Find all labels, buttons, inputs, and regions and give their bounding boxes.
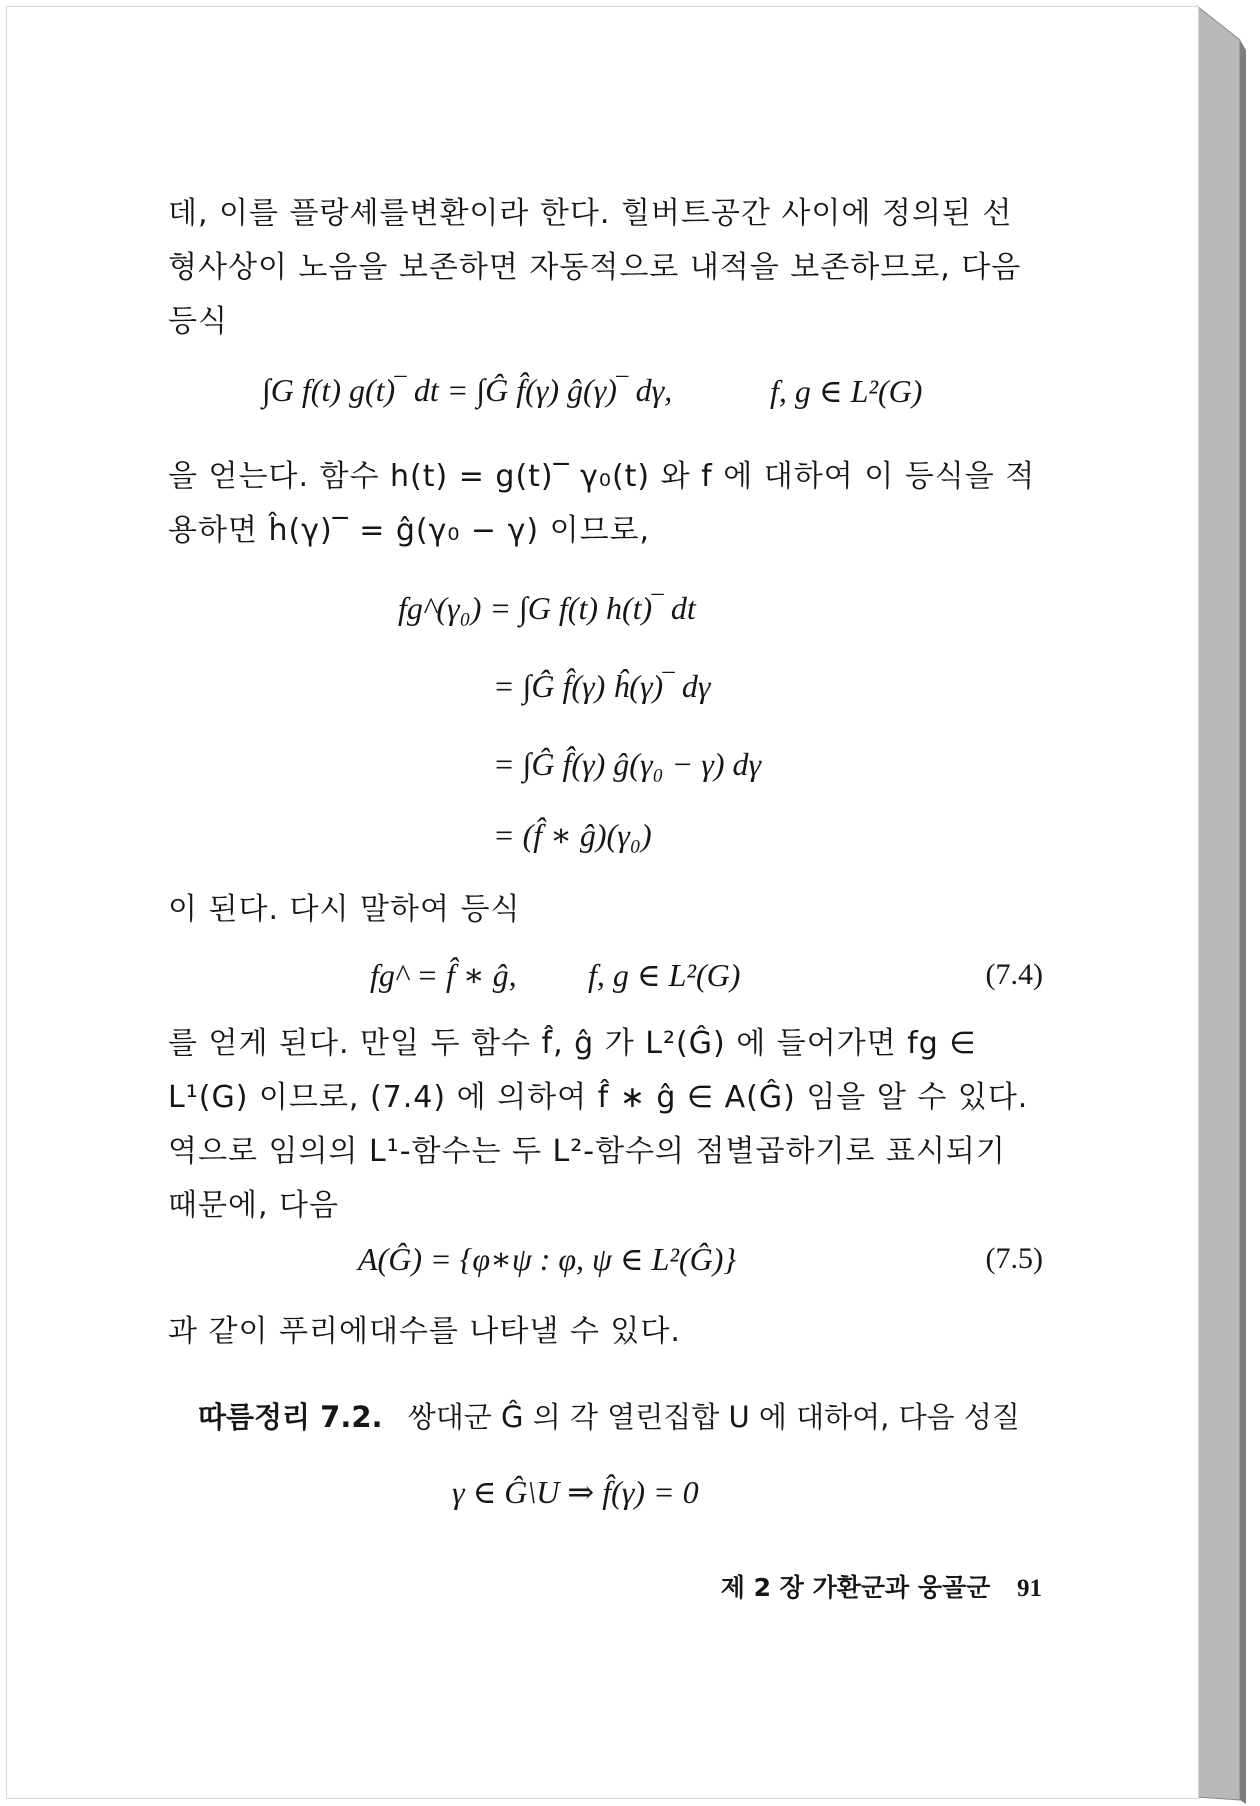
- text-line: L¹(G) 이므로, (7.4) 에 의하여 f̂ ∗ ĝ ∈ A(Ĝ) 임을 알 수 있다.: [168, 1080, 1029, 1115]
- corollary-text: 쌍대군 Ĝ 의 각 열린집합 U 에 대하여, 다음 성질: [407, 1400, 1020, 1434]
- equation-derivation-line: fg^(γ₀) = ∫G f(t) h(t)‾ dt: [398, 590, 696, 626]
- equation-7-5: A(Ĝ) = {φ∗ψ : φ, ψ ∈ L²(Ĝ)}: [358, 1241, 737, 1277]
- corollary-7-2: [198, 1395, 1048, 1436]
- text-line: 용하면 ĥ(γ)‾ = ĝ(γ₀ − γ) 이므로,: [168, 513, 651, 548]
- text-line: 이 된다. 다시 말하여 등식: [168, 892, 521, 927]
- equation-derivation-line: = ∫Ĝ f̂(γ) ĝ(γ₀ − γ) dγ: [493, 746, 762, 782]
- text-line: 때문에, 다음: [168, 1188, 339, 1223]
- equation-number: (7.5): [985, 1242, 1043, 1275]
- equation-number: (7.4): [985, 958, 1043, 991]
- text-line: 를 얻게 된다. 만일 두 함수 f̂, ĝ 가 L²(Ĝ) 에 들어가면 fg ∈: [168, 1026, 977, 1061]
- paragraph-5: [168, 1305, 1048, 1359]
- corollary-title: 따름정리 7.2.: [198, 1400, 383, 1434]
- equation-support: γ ∈ Ĝ\U ⇒ f̂(γ) = 0: [452, 1474, 699, 1510]
- equation-plancherel: ∫G f(t) g(t)‾ dt = ∫Ĝ f̂(γ) ĝ(γ)‾ dγ,: [262, 372, 673, 408]
- paragraph-3: [168, 883, 1048, 937]
- text-line: 등식: [168, 304, 228, 339]
- text-line: 을 얻는다. 함수 h(t) = g(t)‾ γ₀(t) 와 f 에 대하여 이 등식을 적: [168, 459, 1036, 494]
- equation-derivation-line: = ∫Ĝ f̂(γ) ĥ(γ)‾ dγ: [493, 668, 711, 704]
- text-line: 데, 이를 플랑셰를변환이라 한다. 힐버트공간 사이에 정의된 선: [168, 196, 1013, 231]
- paragraph-1: [168, 187, 1048, 349]
- equation-7-4-condition: f, g ∈ L²(G): [588, 957, 741, 993]
- text-line: 역으로 임의의 L¹-함수는 두 L²-함수의 점별곱하기로 표시되기: [168, 1134, 1006, 1169]
- paragraph-4: [168, 1017, 1048, 1233]
- text-line: 과 같이 푸리에대수를 나타낼 수 있다.: [168, 1314, 681, 1349]
- page-number: 91: [1017, 1575, 1042, 1602]
- equation-plancherel-condition: f, g ∈ L²(G): [770, 373, 923, 409]
- text-line: 형사상이 노음을 보존하면 자동적으로 내적을 보존하므로, 다음: [168, 250, 1022, 285]
- equation-7-4: fg^ = f̂ ∗ ĝ,: [370, 957, 517, 993]
- equation-derivation-line: = (f̂ ∗ ĝ)(γ₀): [493, 817, 652, 853]
- paragraph-2: [168, 450, 1048, 558]
- chapter-title: 제 2 장 가환군과 웅골군: [720, 1573, 991, 1602]
- page-footer: [721, 1568, 1042, 1604]
